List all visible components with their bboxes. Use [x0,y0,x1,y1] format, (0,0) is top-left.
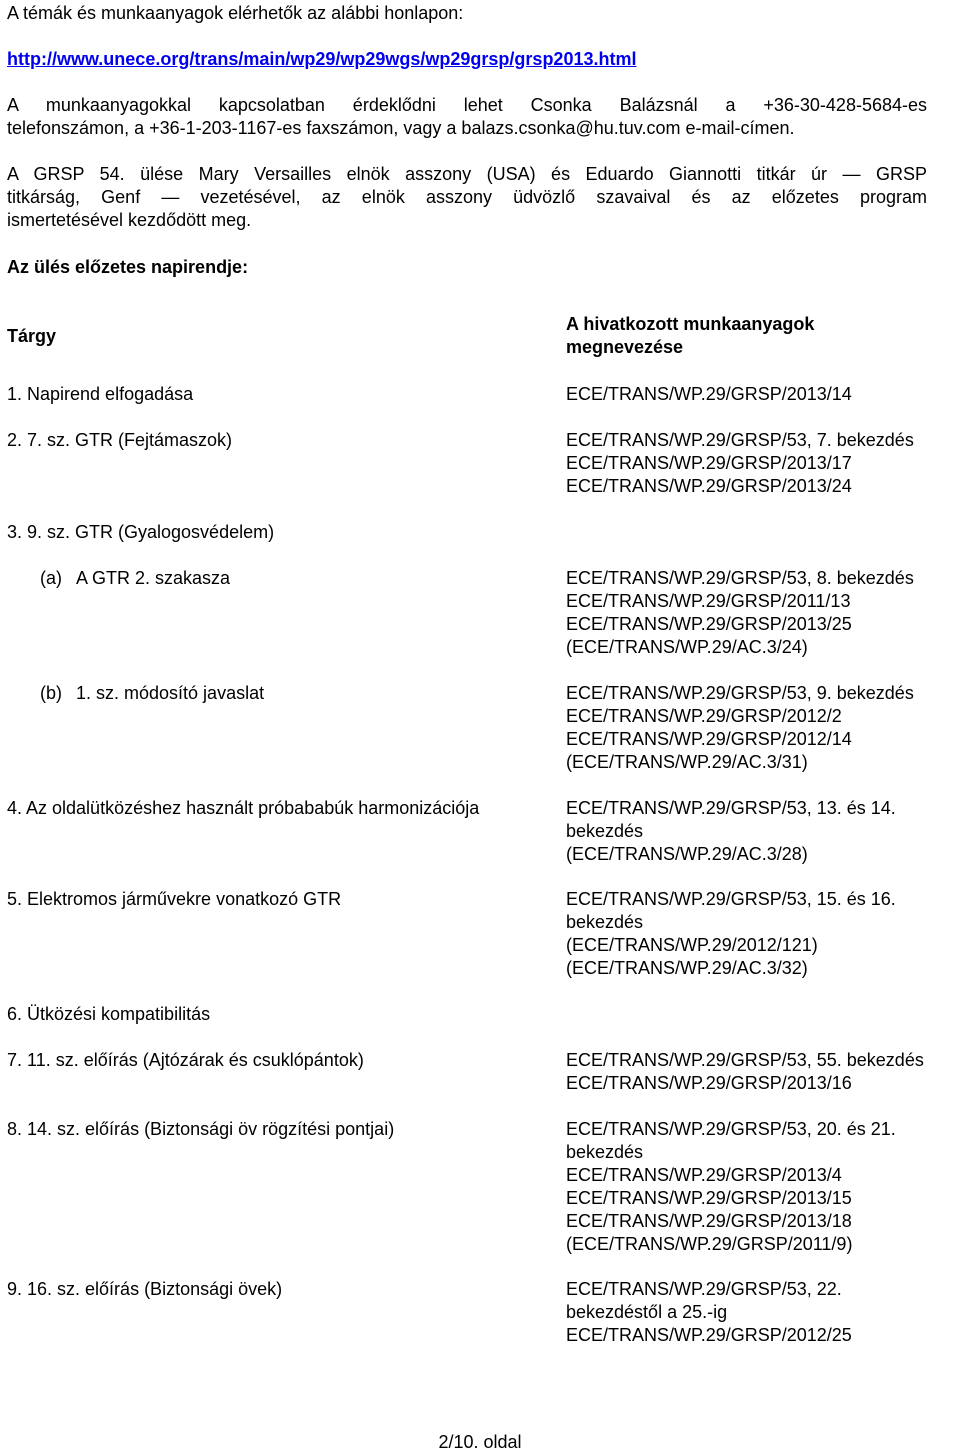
doc-ref: ECE/TRANS/WP.29/GRSP/53, 13. és 14. [566,798,896,818]
grsp-link[interactable]: http://www.unece.org/trans/main/wp29/wp29wgs/wp29grsp/grsp2013.html [7,49,637,69]
doc-ref: ECE/TRANS/WP.29/GRSP/53, 22. [566,1279,842,1299]
agenda-item-6: 6. Ütközési kompatibilitás [7,1004,211,1024]
doc-ref: ECE/TRANS/WP.29/GRSP/2013/24 [566,476,852,496]
agenda-item-8: 8. 14. sz. előírás (Biztonsági öv rögzítési pontjai) [7,1119,395,1139]
agenda-item-3a: A GTR 2. szakasza [76,568,231,588]
doc-ref: ECE/TRANS/WP.29/GRSP/2013/17 [566,453,852,473]
header-docs-line-1: A hivatkozott munkaanyagok [566,314,815,334]
agenda-item-8-docs [566,1118,960,1256]
agenda-item-7: 7. 11. sz. előírás (Ajtózárak és csuklópántok) [7,1050,364,1070]
doc-ref: bekezdés [566,821,644,841]
contact-line-1: A munkaanyagokkal kapcsolatban érdeklődni lehet Csonka Balázsnál a +36-30-428-5684-es [7,95,927,115]
session-line-1: A GRSP 54. ülése Mary Versailles elnök asszony (USA) és Eduardo Giannotti titkár úr — GRSP [7,164,927,184]
doc-ref: ECE/TRANS/WP.29/GRSP/2013/15 [566,1188,852,1208]
page-number: 2/10. oldal [438,1432,522,1452]
agenda-item-2: 2. 7. sz. GTR (Fejtámaszok) [7,430,233,450]
header-docs [566,313,960,359]
doc-ref: ECE/TRANS/WP.29/GRSP/53, 55. bekezdés [566,1050,924,1070]
doc-ref: (ECE/TRANS/WP.29/AC.3/32) [566,958,808,978]
intro-text: A témák és munkaanyagok elérhetők az alábbi honlapon: [7,3,464,23]
agenda-item-7-docs [566,1049,960,1095]
header-docs-line-2: megnevezése [566,337,684,357]
doc-ref: ECE/TRANS/WP.29/GRSP/53, 9. bekezdés [566,683,914,703]
agenda-item-4: 4. Az oldalütközéshez használt próbababúk harmonizációja [7,798,480,818]
contact-paragraph [7,94,927,140]
agenda-item-4-docs [566,797,960,866]
doc-ref: ECE/TRANS/WP.29/GRSP/53, 7. bekezdés [566,430,914,450]
doc-ref: ECE/TRANS/WP.29/GRSP/2012/25 [566,1325,852,1345]
doc-ref: ECE/TRANS/WP.29/GRSP/2012/2 [566,706,842,726]
agenda-item-3: 3. 9. sz. GTR (Gyalogosvédelem) [7,522,275,542]
doc-ref: ECE/TRANS/WP.29/GRSP/2013/4 [566,1165,842,1185]
doc-ref: ECE/TRANS/WP.29/GRSP/2013/16 [566,1073,852,1093]
agenda-item-3a-mark: (a) [40,568,62,588]
session-line-2: titkárság, Genf — vezetésével, az elnök asszony üdvözlő szavaival és az előzetes program [7,187,927,207]
doc-ref: ECE/TRANS/WP.29/GRSP/2012/14 [566,729,852,749]
doc-ref: ECE/TRANS/WP.29/GRSP/2011/13 [566,591,851,611]
header-subject: Tárgy [7,326,57,346]
doc-ref: (ECE/TRANS/WP.29/GRSP/2011/9) [566,1234,853,1254]
agenda-item-9: 9. 16. sz. előírás (Biztonsági övek) [7,1279,283,1299]
doc-ref: (ECE/TRANS/WP.29/AC.3/31) [566,752,808,772]
agenda-item-1-docs [566,383,960,406]
agenda-item-5-docs [566,888,960,980]
doc-ref: ECE/TRANS/WP.29/GRSP/53, 20. és 21. [566,1119,896,1139]
agenda-item-9-docs [566,1278,960,1347]
agenda-item-5: 5. Elektromos járművekre vonatkozó GTR [7,889,342,909]
doc-ref: ECE/TRANS/WP.29/GRSP/2013/25 [566,614,852,634]
agenda-item-3b-docs [566,682,960,774]
doc-ref: ECE/TRANS/WP.29/GRSP/2013/18 [566,1211,852,1231]
doc-ref: bekezdés [566,912,644,932]
agenda-item-3b-mark: (b) [40,683,62,703]
doc-ref: ECE/TRANS/WP.29/GRSP/2013/14 [566,384,852,404]
contact-line-2: telefonszámon, a +36-1-203-1167-es faxszámon, vagy a balazs.csonka@hu.tuv.com e-mail-címen. [7,118,795,138]
agenda-item-3a-docs [566,567,960,659]
doc-ref: (ECE/TRANS/WP.29/AC.3/24) [566,637,808,657]
agenda-item-1: 1. Napirend elfogadása [7,384,194,404]
session-paragraph [7,163,927,232]
agenda-item-3b: 1. sz. módosító javaslat [76,683,265,703]
doc-ref: ECE/TRANS/WP.29/GRSP/53, 8. bekezdés [566,568,914,588]
agenda-item-2-docs [566,429,960,498]
session-line-3: ismertetésével kezdődött meg. [7,210,252,230]
doc-ref: ECE/TRANS/WP.29/GRSP/53, 15. és 16. [566,889,896,909]
doc-ref: bekezdés [566,1142,644,1162]
doc-ref: bekezdéstől a 25.-ig [566,1302,728,1322]
doc-ref: (ECE/TRANS/WP.29/AC.3/28) [566,844,808,864]
agenda-heading: Az ülés előzetes napirendje: [7,257,249,277]
doc-ref: (ECE/TRANS/WP.29/2012/121) [566,935,818,955]
